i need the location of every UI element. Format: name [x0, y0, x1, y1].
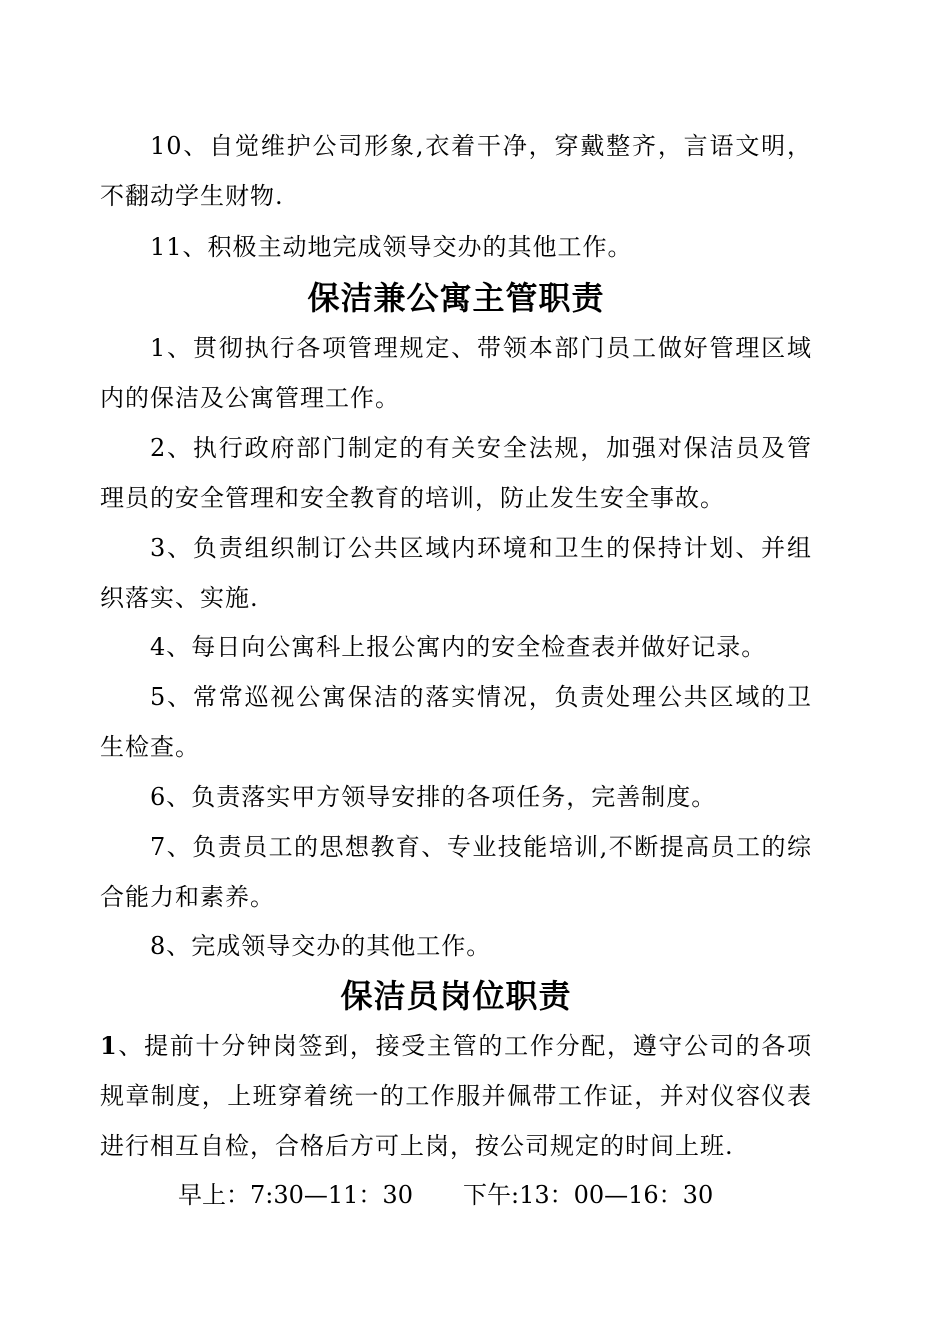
supervisor-item-5: 5、常常巡视公寓保洁的落实情况，负责处理公共区域的卫生检查。: [100, 683, 812, 761]
supervisor-item-3: 3、负责组织制订公共区域内环境和卫生的保持计划、并组织落实、实施.: [100, 534, 812, 612]
cleaner-item-1: [100, 1021, 812, 1171]
section-title-cleaner: 保洁员岗位职责: [340, 977, 572, 1015]
section-title-supervisor: 保洁兼公寓主管职责: [307, 279, 605, 317]
cleaner-item-1-number: 1: [100, 1031, 118, 1060]
work-hours: [178, 1170, 713, 1220]
duty-item-10: 10、自觉维护公司形象,衣着干净，穿戴整齐，言语文明，不翻动学生财物.: [100, 132, 812, 210]
supervisor-item-2: 2、执行政府部门制定的有关安全法规，加强对保洁员及管理员的安全管理和安全教育的培训，防止发生安全事故。: [100, 434, 812, 512]
supervisor-item-8: 8、完成领导交办的其他工作。: [150, 932, 492, 960]
supervisor-item-4: 4、每日向公寓科上报公寓内的安全检查表并做好记录。: [150, 633, 767, 661]
supervisor-item-6: 6、负责落实甲方领导安排的各项任务，完善制度。: [150, 783, 717, 811]
supervisor-item-1: 1、贯彻执行各项管理规定、带领本部门员工做好管理区域内的保洁及公寓管理工作。: [100, 334, 812, 412]
cleaner-item-1-text: 、提前十分钟岗签到，接受主管的工作分配，遵守公司的各项规章制度，上班穿着统一的工作服并佩带工作证，并对仪容仪表进行相互自检，合格后方可上岗，按公司规定的时间上班.: [100, 1032, 812, 1160]
morning-hours: 早上：7:30—11：30: [178, 1181, 413, 1209]
duty-item-11: 11、积极主动地完成领导交办的其他工作。: [150, 233, 633, 261]
supervisor-item-7: 7、负责员工的思想教育、专业技能培训,不断提高员工的综合能力和素养。: [100, 833, 812, 911]
afternoon-hours: 下午:13：00—16：30: [462, 1181, 714, 1209]
